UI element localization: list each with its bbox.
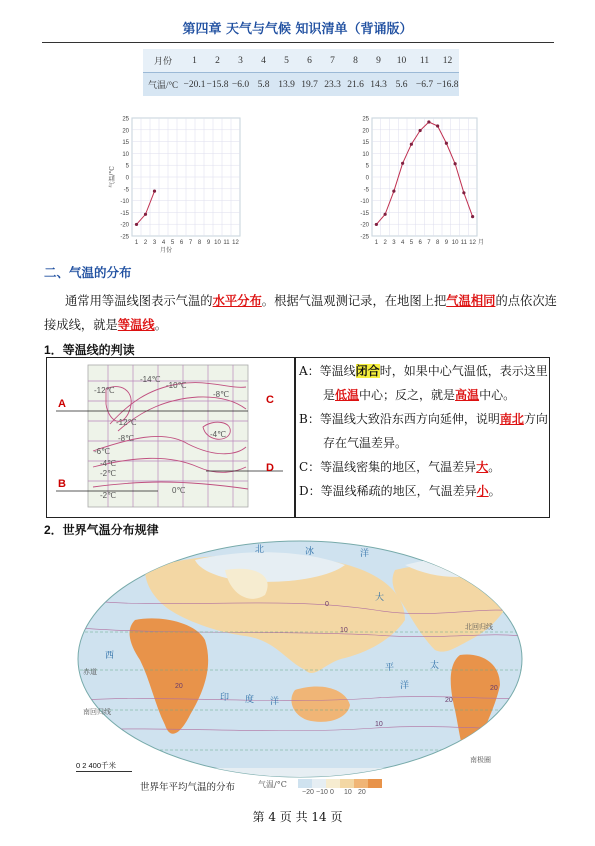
y-tick-label: 5 [365,163,369,170]
point-a-label: A [58,398,66,410]
text: 接成线，就是 [44,318,118,332]
table-cell: 8 [344,49,367,73]
data-point [392,190,395,193]
legend-value: −20 [302,789,314,796]
table-cell: 4 [252,49,275,73]
legend-swatch [368,779,382,788]
text: 方向 [523,412,548,426]
table-cell: 13.9 [275,73,298,97]
box-divider [294,357,296,518]
rule-a-line2 [323,383,515,407]
x-axis-label: 月份 [159,247,173,254]
legend-value: −10 [316,789,328,796]
x-tick-label: 6 [418,240,422,246]
map-label: 印 [220,692,230,702]
y-tick-label: 20 [362,128,369,135]
x-tick-label: 10 [214,240,221,246]
header-divider [42,42,554,43]
x-tick-label: 2 [143,240,148,246]
subsection-title: 2．世界气温分布规律 [44,523,159,537]
text: 中心；反之，就是 [359,388,456,402]
highlight-term: 闭合 [355,364,380,378]
text: 。 [488,484,501,498]
y-tick-label: 0 [365,175,369,182]
map-label: 10 [340,627,348,634]
map-caption: 世界年平均气温的分布 [140,782,236,793]
point-c-label: C [266,394,274,406]
text: 通常用等温线图表示气温的 [65,294,213,308]
paragraph-line-2 [44,312,167,338]
rule-a-line1 [299,359,548,383]
isotherm-label: -10℃ [166,381,187,390]
key-term: 南北 [499,412,524,426]
world-temperature-map [75,540,525,778]
map-label: 洋 [360,548,370,558]
text: D：等温线稀疏的地区，气温差异 [299,484,477,498]
legend-value: 20 [358,789,366,796]
map-label: 北 [255,544,265,554]
isotherm-label: -4℃ [100,459,117,468]
map-label: 度 [245,694,255,704]
y-tick-label: -20 [360,222,369,229]
x-tick-label: 4 [400,240,405,246]
y-tick-label: -25 [120,234,129,241]
table-row-label: 月份 [143,49,183,73]
isotherm-label: -8℃ [118,434,135,443]
key-term: 小 [476,484,489,498]
table-cell: 23.3 [321,73,344,97]
key-term: 气温相同 [446,293,496,308]
table-cell: −20.1 [183,73,206,97]
key-term: 低温 [335,388,360,402]
page-number: 第 4 页 共 14 页 [252,810,343,824]
y-tick-label: 15 [122,140,129,147]
x-tick-label: 12 [232,240,239,246]
map-label: 10 [375,721,383,728]
x-tick-label: 11 [460,240,467,246]
y-tick-label: -5 [363,187,369,194]
isotherm-label: -12℃ [94,386,115,395]
point-b-label: B [58,478,66,490]
rule-d [299,479,501,503]
legend-title: 气温/°C [258,780,287,789]
key-term: 高温 [455,388,480,402]
text: B：等温线大致沿东西方向延伸，说明 [299,412,500,426]
text: 中心。 [479,388,516,402]
map-label: 平 [385,662,395,672]
x-tick-label: 8 [197,240,202,246]
table-cell: 1 [183,49,206,73]
map-label: 北回归线 [465,624,493,631]
legend-swatch [298,779,312,788]
table-cell: −6.7 [413,73,436,97]
x-tick-label: 5 [170,240,175,246]
x-tick-label: 2 [383,240,387,246]
data-point [427,120,430,123]
data-point [401,162,404,165]
isotherm-label: 0℃ [172,486,186,495]
section-title: 二、气温的分布 [44,266,132,280]
table-cell: 11 [413,49,436,73]
key-term: 大 [476,460,489,474]
key-term: 等温线 [117,317,155,332]
text: 时，如果中心气温低，表示这里 [379,364,548,378]
legend-swatches [298,779,382,788]
x-tick-label: 7 [427,240,431,246]
x-tick-label: 9 [206,240,211,246]
isotherm-label: -4℃ [210,430,227,439]
data-point [410,143,413,146]
data-point [384,213,387,216]
map-label: 西 [105,650,115,660]
table-cell: 21.6 [344,73,367,97]
temp-row [143,73,459,97]
x-tick-label: 3 [152,240,157,246]
map-label: 南回归线 [83,709,111,716]
point-d-label: D [266,462,274,474]
map-label: 太 [430,660,440,670]
text: 的点依次连 [495,294,557,308]
table-cell: 10 [390,49,413,73]
table-cell: 9 [367,49,390,73]
data-point [454,162,457,165]
table-cell: −15.8 [206,73,229,97]
table-cell: 5.6 [390,73,413,97]
table-cell: 6 [298,49,321,73]
map-label: 20 [490,685,498,692]
antarctica [75,768,525,778]
x-axis-label: 月 [477,239,485,246]
y-tick-label: 0 [125,175,129,182]
text: C：等温线密集的地区，气温差异 [299,460,477,474]
data-point [436,124,439,127]
x-tick-label: 12 [469,240,476,246]
month-row [143,49,459,73]
isotherm-label: -2℃ [100,469,117,478]
y-tick-label: -15 [120,210,129,217]
x-tick-label: 11 [223,240,230,246]
legend-swatch [340,779,354,788]
table-cell: 2 [206,49,229,73]
x-tick-label: 7 [188,240,193,246]
x-tick-label: 8 [435,240,440,246]
x-tick-label: 6 [179,240,184,246]
data-point [153,190,156,193]
table-cell: 14.3 [367,73,390,97]
chart-partial-temperature [100,112,260,262]
map-label: 南极圈 [470,757,491,764]
x-tick-label: 5 [409,240,414,246]
x-tick-label: 1 [134,240,139,246]
y-tick-label: -15 [360,210,369,217]
scale-bar [76,771,132,772]
temperature-table [143,49,459,96]
key-term: 水平分布 [212,293,262,308]
y-tick-label: 20 [122,128,129,135]
isotherm-map [48,359,293,514]
y-tick-label: -10 [120,199,129,206]
map-label: 20 [175,683,183,690]
page-header-title: 第四章 天气与气候 知识清单（背诵版） [182,22,413,37]
data-point [375,223,378,226]
y-tick-label: 5 [125,163,129,170]
y-tick-label: -20 [120,222,129,229]
map-label: 0 [325,601,329,608]
y-tick-label: -10 [360,199,369,206]
x-tick-label: 3 [392,240,396,246]
text: 。 [154,318,168,332]
x-tick-label: 10 [451,240,459,246]
table-cell: 12 [436,49,459,73]
legend-swatch [312,779,326,788]
legend-swatch [354,779,368,788]
isotherm-label: -8℃ [213,390,230,399]
data-point [445,142,448,145]
data-point [144,213,147,216]
data-point [462,191,465,194]
table-cell: 3 [229,49,252,73]
table-cell: 19.7 [298,73,321,97]
table-cell: −6.0 [229,73,252,97]
paragraph-line-1 [65,288,557,314]
x-tick-label: 9 [444,240,449,246]
legend-value: 0 [330,789,334,796]
y-tick-label: 15 [362,140,369,147]
legend-value: 10 [344,789,352,796]
y-tick-label: -25 [360,234,369,241]
y-tick-label: -5 [123,187,129,194]
table-cell: 5 [275,49,298,73]
map-label: 冰 [305,546,315,556]
map-label: 赤道 [83,669,97,676]
map-label: 洋 [400,680,410,690]
y-tick-label: 10 [122,151,129,158]
subsection-title: 1．等温线的判读 [44,343,135,357]
text: 。 [488,460,501,474]
y-tick-label: 25 [362,116,369,123]
legend-values [302,789,372,796]
x-tick-label: 1 [374,240,379,246]
data-point [471,215,474,218]
data-point [419,129,422,132]
isotherm-label: -2℃ [100,491,117,500]
chart-full-temperature [350,112,500,262]
y-axis-label: 气温/°C [109,166,116,188]
rule-b-line2: 存在气温差异。 [323,436,408,450]
isotherm-label: -6℃ [94,447,111,456]
map-label: 20 [445,697,453,704]
scale-bar-label: 0 2 400千米 [76,761,117,770]
rule-c [299,455,500,479]
isotherm-label: -12℃ [116,418,137,427]
table-cell: 5.8 [252,73,275,97]
y-tick-label: 10 [362,151,369,158]
data-point [135,223,138,226]
text: 。根据气温观测记录，在地图上把 [261,294,447,308]
table-cell: 7 [321,49,344,73]
text: A：等温线 [299,364,356,378]
legend-swatch [326,779,340,788]
map-label: 大 [375,592,385,602]
table-cell: −16.8 [436,73,459,97]
table-row-label: 气温/°C [143,73,183,97]
map-label: 洋 [270,696,280,706]
y-tick-label: 25 [122,116,129,123]
text: 是 [323,388,336,402]
x-tick-label: 4 [161,240,166,246]
rule-b-line1 [299,407,548,431]
isotherm-label: -14℃ [140,375,161,384]
